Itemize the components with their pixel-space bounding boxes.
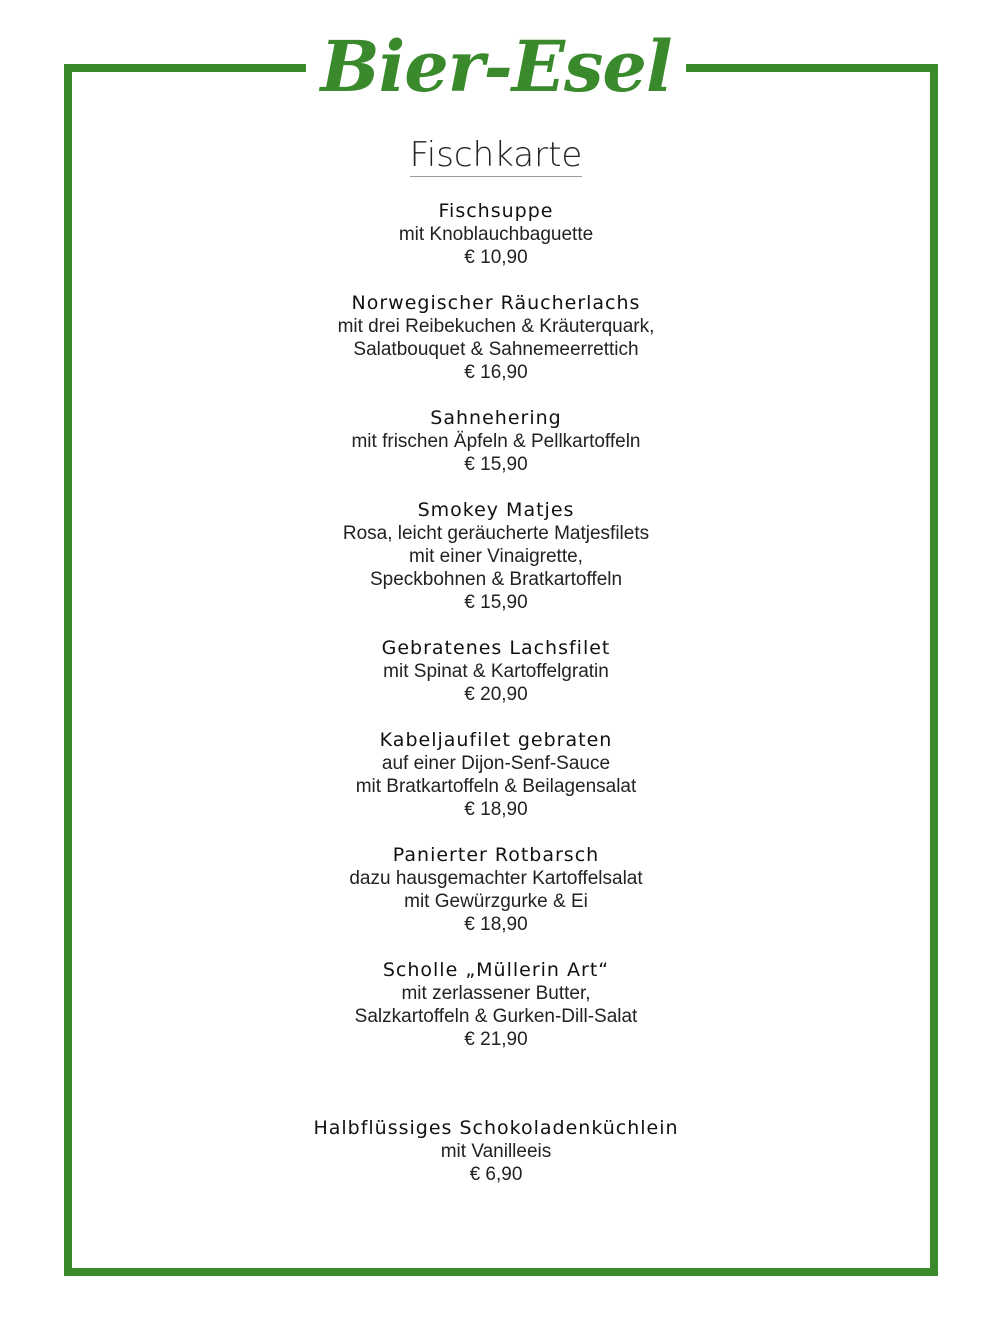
- dish-description: mit Bratkartoffeln & Beilagensalat: [355, 776, 637, 797]
- page-title-wrap: [0, 134, 992, 177]
- dish-price: € 18,90: [464, 799, 528, 820]
- dish-item: [0, 729, 992, 821]
- dish-price: € 15,90: [464, 592, 528, 613]
- dish-item: [0, 637, 992, 706]
- dish-description: mit Spinat & Kartoffelgratin: [383, 661, 609, 682]
- dish-price: € 20,90: [464, 684, 528, 705]
- dish-price: € 16,90: [464, 362, 528, 383]
- dish-item: [0, 292, 992, 384]
- dish-price: € 10,90: [464, 247, 528, 268]
- dessert-item: [0, 1117, 992, 1186]
- dish-description: mit drei Reibekuchen & Kräuterquark,: [337, 316, 655, 337]
- dish-item: [0, 959, 992, 1051]
- dish-item: [0, 407, 992, 476]
- dish-description: Rosa, leicht geräucherte Matjesfilets: [342, 523, 650, 544]
- dish-description: Speckbohnen & Bratkartoffeln: [369, 569, 623, 590]
- dish-name: Scholle „Müllerin Art“: [382, 959, 610, 981]
- dish-price: € 15,90: [464, 454, 528, 475]
- dessert-name: Halbflüssiges Schokoladenküchlein: [313, 1117, 679, 1139]
- dish-item: [0, 844, 992, 936]
- dish-description: dazu hausgemachter Kartoffelsalat: [349, 868, 643, 889]
- dessert-description: mit Vanilleeis: [440, 1141, 552, 1162]
- dish-description: mit einer Vinaigrette,: [409, 546, 583, 567]
- dish-name: Kabeljaufilet gebraten: [379, 729, 613, 751]
- dish-item: [0, 499, 992, 614]
- dish-name: Sahnehering: [430, 407, 562, 429]
- dish-name: Smokey Matjes: [417, 499, 575, 521]
- dish-price: € 18,90: [464, 914, 528, 935]
- dessert-price: € 6,90: [469, 1164, 523, 1185]
- brand-logo: [0, 22, 992, 112]
- dish-list: [0, 200, 992, 1074]
- dish-description: mit zerlassener Butter,: [401, 983, 591, 1004]
- dish-name: Panierter Rotbarsch: [392, 844, 600, 866]
- dish-description: mit frischen Äpfeln & Pellkartoffeln: [351, 431, 641, 452]
- dish-description: mit Gewürzgurke & Ei: [404, 891, 588, 912]
- dish-description: Salzkartoffeln & Gurken-Dill-Salat: [354, 1006, 638, 1027]
- dish-name: Gebratenes Lachsfilet: [381, 637, 611, 659]
- dish-description: Salatbouquet & Sahnemeerrettich: [353, 339, 639, 360]
- dish-description: mit Knoblauchbaguette: [398, 224, 594, 245]
- dish-description: auf einer Dijon-Senf-Sauce: [381, 753, 611, 774]
- dish-name: Fischsuppe: [438, 200, 554, 222]
- brand-logo-text: Bier-Esel: [306, 22, 685, 112]
- dish-name: Norwegischer Räucherlachs: [351, 292, 641, 314]
- dish-item: [0, 200, 992, 269]
- dish-price: € 21,90: [464, 1029, 528, 1050]
- page-title: Fischkarte: [409, 135, 583, 175]
